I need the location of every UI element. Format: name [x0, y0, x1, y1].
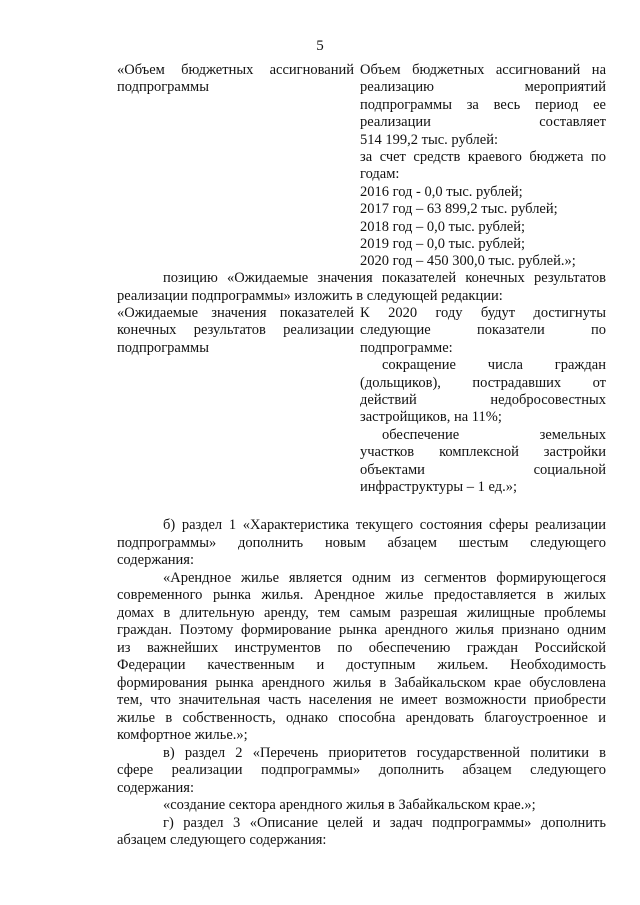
text-line: реализации составляет [360, 114, 606, 131]
text-line: подпрограммы [117, 79, 209, 96]
text-line: подпрограммы» дополнить новым абзацем шестым следующего [117, 534, 606, 551]
page-number: 5 [316, 38, 324, 54]
text-line: «Арендное жилье является одним из сегментов формирующегося [163, 569, 606, 586]
budget-value-cell [360, 62, 606, 271]
text-line: участков комплексной застройки [360, 444, 606, 461]
text-line: Федерации качественным и доступным жильем. Необходимость [117, 657, 606, 673]
text-line: 514 199,2 тыс. рублей: [360, 131, 498, 148]
indicators-table-row [117, 305, 606, 496]
text-line: комфортное жилье.»; [117, 727, 248, 743]
body-text [117, 517, 606, 850]
text-line: «создание сектора арендного жилья в Забайкальском крае.»; [163, 797, 536, 813]
text-line: обеспечение земельных [382, 426, 606, 443]
text-line: объектами социальной [360, 461, 606, 478]
text-line: 2020 год – 450 300,0 тыс. рублей.»; [360, 253, 576, 270]
text-line: жилье в собственность, однако способна арендовать благоустроенное и [117, 709, 606, 726]
text-line: Объем бюджетных ассигнований на [360, 62, 606, 78]
text-line: домах в длительную аренду, тем самым разрешая жилищные проблемы [117, 604, 606, 621]
text-line: «Ожидаемые значения показателей [117, 305, 354, 321]
text-line: абзацем следующего содержания: [117, 832, 327, 848]
text-line: сокращение числа граждан [382, 357, 606, 374]
paragraph-position [117, 270, 606, 305]
text-line: формирования рынка арендного жилья в Забайкальском крае обусловлена [117, 674, 606, 691]
text-line: б) раздел 1 «Характеристика текущего состояния сферы реализации [163, 517, 606, 533]
text-line: содержания: [117, 779, 195, 796]
text-line: годам: [360, 166, 400, 183]
text-line: застройщиков, на 11%; [360, 409, 502, 426]
text-line: инфраструктуры – 1 ед.»; [360, 479, 518, 496]
text-line: 2017 год – 63 899,2 тыс. рублей; [360, 201, 558, 218]
indicators-value-cell [360, 305, 606, 496]
text-line: тем, что значительная часть населения не имеет возможности приобрести [117, 692, 606, 708]
text-line: следующие показатели по [360, 322, 606, 339]
text-line: К 2020 году будут достигнуты [360, 305, 606, 321]
text-line: современного рынка жилья. Арендное жилье предоставляется в жилых [117, 587, 606, 603]
text-line: из важнейших инструментов по обеспечению граждан Российской [117, 639, 606, 656]
text-line: (дольщиков), пострадавших от [360, 374, 606, 391]
text-line: «Объем бюджетных ассигнований [117, 62, 354, 78]
text-line: сфере реализации подпрограммы» дополнить абзацем следующего [117, 762, 606, 778]
text-line: действий недобросовестных [360, 392, 606, 409]
text-line: граждан. Поэтому формирование рынка арендного жилья признано одним [117, 622, 606, 638]
text-line: в) раздел 2 «Перечень приоритетов государственной политики в [163, 744, 606, 761]
budget-label-cell [117, 62, 360, 271]
text-line: позицию «Ожидаемые значения показателей конечных результатов [163, 270, 606, 286]
text-line: содержания: [117, 552, 195, 568]
text-line: реализацию мероприятий [360, 79, 606, 96]
budget-table-row [117, 62, 606, 271]
text-line: г) раздел 3 «Описание целей и задач подпрограммы» дополнить [163, 814, 606, 831]
text-line: 2019 год – 0,0 тыс. рублей; [360, 236, 526, 253]
text-line: за счет средств краевого бюджета по [360, 149, 606, 166]
text-line: 2016 год - 0,0 тыс. рублей; [360, 183, 523, 200]
text-line: подпрограммы за весь период ее [360, 96, 606, 113]
text-line: реализации подпрограммы» изложить в следующей редакции: [117, 287, 503, 304]
text-line: подпрограммы [117, 339, 209, 356]
indicators-label-cell [117, 305, 360, 496]
text-line: подпрограмме: [360, 339, 453, 356]
text-line: конечных результатов реализации [117, 322, 354, 339]
text-line: 2018 год – 0,0 тыс. рублей; [360, 218, 526, 235]
